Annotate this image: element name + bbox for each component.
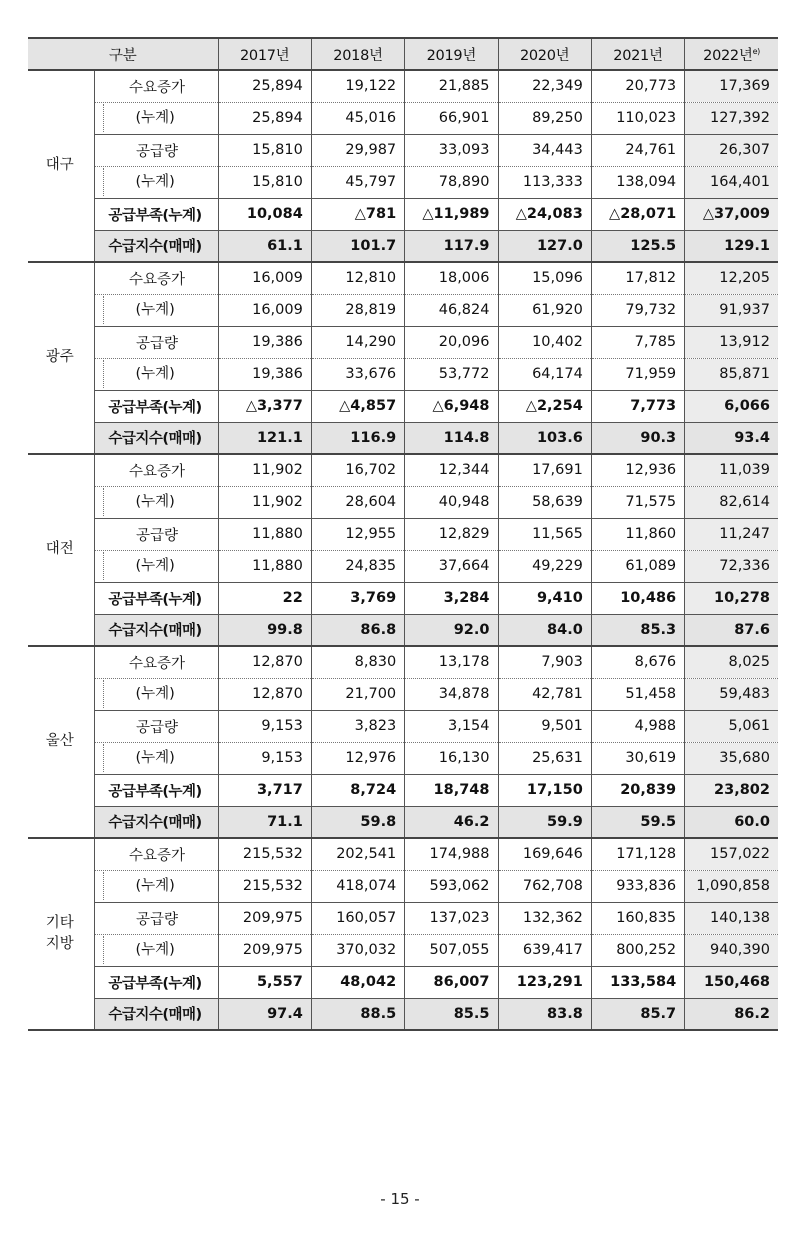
- table-cell: 71.1: [218, 806, 311, 838]
- row-label: [94, 230, 218, 262]
- table-cell: 5,061: [685, 710, 778, 742]
- table-cell: 71,959: [591, 358, 684, 390]
- table-cell: 3,769: [311, 582, 404, 614]
- table-cell: 209,975: [218, 902, 311, 934]
- header-year: 2018년: [311, 38, 404, 70]
- row-label: [94, 358, 218, 390]
- table-row-demand: [28, 838, 778, 870]
- table-cell: 89,250: [498, 102, 591, 134]
- table-cell: 11,039: [685, 454, 778, 486]
- table-cell: 59,483: [685, 678, 778, 710]
- table-cell: 30,619: [591, 742, 684, 774]
- table-cell: 84.0: [498, 614, 591, 646]
- table-cell: 40,948: [405, 486, 498, 518]
- table-cell: 11,565: [498, 518, 591, 550]
- page-number: - 15 -: [380, 1190, 420, 1208]
- row-label: [94, 998, 218, 1030]
- row-label-text: 공급부족(누계): [108, 783, 202, 800]
- table-cell: 215,532: [218, 838, 311, 870]
- region-name: 광주: [28, 262, 94, 454]
- table-row-demand-cum: [28, 486, 778, 518]
- table-cell: 25,894: [218, 70, 311, 102]
- table-cell: △781: [311, 198, 404, 230]
- table-row-supply-cum: [28, 934, 778, 966]
- table-cell: 125.5: [591, 230, 684, 262]
- row-label-text: 공급량: [135, 335, 179, 352]
- table-cell: 10,486: [591, 582, 684, 614]
- table-cell: 17,369: [685, 70, 778, 102]
- table-cell: 762,708: [498, 870, 591, 902]
- table-row-shortage: [28, 966, 778, 998]
- table-cell: 9,410: [498, 582, 591, 614]
- table-cell: 1,090,858: [685, 870, 778, 902]
- table-cell: 29,987: [311, 134, 404, 166]
- table-cell: 160,835: [591, 902, 684, 934]
- table-cell: 8,025: [685, 646, 778, 678]
- table-cell: 17,812: [591, 262, 684, 294]
- table-cell: 15,810: [218, 166, 311, 198]
- table-cell: 8,724: [311, 774, 404, 806]
- row-label: [94, 806, 218, 838]
- row-label: [94, 102, 218, 134]
- table-cell: 16,702: [311, 454, 404, 486]
- row-label-text: 수요증가: [128, 79, 186, 96]
- table-cell: 117.9: [405, 230, 498, 262]
- table-cell: 15,810: [218, 134, 311, 166]
- table-row-index: [28, 230, 778, 262]
- table-cell: 114.8: [405, 422, 498, 454]
- table-cell: 10,084: [218, 198, 311, 230]
- region-name: 기타 지방: [28, 838, 94, 1030]
- row-label-text: 공급부족(누계): [108, 399, 202, 416]
- table-cell: 127,392: [685, 102, 778, 134]
- table-cell: 42,781: [498, 678, 591, 710]
- row-label: [94, 486, 218, 518]
- table-cell: △4,857: [311, 390, 404, 422]
- table-cell: 11,902: [218, 486, 311, 518]
- row-label: [94, 198, 218, 230]
- table-cell: 46.2: [405, 806, 498, 838]
- row-label-text: (누계): [103, 168, 175, 196]
- table-cell: 79,732: [591, 294, 684, 326]
- table-cell: 3,717: [218, 774, 311, 806]
- table-cell: 174,988: [405, 838, 498, 870]
- row-label: [94, 262, 218, 294]
- table-row-shortage: [28, 582, 778, 614]
- row-label: [94, 294, 218, 326]
- row-label-text: 수요증가: [128, 463, 186, 480]
- table-cell: 8,676: [591, 646, 684, 678]
- table-cell: 16,009: [218, 262, 311, 294]
- table-cell: 51,458: [591, 678, 684, 710]
- row-label-text: 공급량: [135, 143, 179, 160]
- table-row-demand-cum: [28, 870, 778, 902]
- estimate-marker: e): [752, 46, 761, 56]
- table-cell: 6,066: [685, 390, 778, 422]
- row-label-text: 수급지수(매매): [108, 623, 202, 640]
- table-cell: 58,639: [498, 486, 591, 518]
- table-cell: 85.5: [405, 998, 498, 1030]
- row-label-text: 공급부족(누계): [108, 207, 202, 224]
- table-cell: 12,936: [591, 454, 684, 486]
- row-label: [94, 710, 218, 742]
- table-cell: 121.1: [218, 422, 311, 454]
- table-cell: 140,138: [685, 902, 778, 934]
- table-row-supply-cum: [28, 742, 778, 774]
- table-row-supply-cum: [28, 358, 778, 390]
- table-cell: 7,903: [498, 646, 591, 678]
- table-cell: 123,291: [498, 966, 591, 998]
- table-cell: 101.7: [311, 230, 404, 262]
- row-label-text: 공급량: [135, 911, 179, 928]
- table-cell: 13,178: [405, 646, 498, 678]
- row-label-text: 수요증가: [128, 271, 186, 288]
- table-row-demand: [28, 70, 778, 102]
- table-cell: 24,835: [311, 550, 404, 582]
- table-cell: 8,830: [311, 646, 404, 678]
- row-label-text: 수급지수(매매): [108, 431, 202, 448]
- table-cell: 3,154: [405, 710, 498, 742]
- table-row-shortage: [28, 390, 778, 422]
- table-cell: △11,989: [405, 198, 498, 230]
- row-label-text: (누계): [103, 680, 175, 708]
- table-cell: 88.5: [311, 998, 404, 1030]
- table-cell: 86,007: [405, 966, 498, 998]
- table-cell: 639,417: [498, 934, 591, 966]
- table-row-index: [28, 998, 778, 1030]
- table-row-demand: [28, 646, 778, 678]
- table-cell: 26,307: [685, 134, 778, 166]
- row-label-text: (누계): [103, 936, 175, 964]
- table-cell: △24,083: [498, 198, 591, 230]
- table-cell: 22: [218, 582, 311, 614]
- table-cell: 85,871: [685, 358, 778, 390]
- row-label-text: (누계): [103, 360, 175, 388]
- table-cell: 11,880: [218, 518, 311, 550]
- table-cell: 61.1: [218, 230, 311, 262]
- table-cell: 71,575: [591, 486, 684, 518]
- table-cell: 35,680: [685, 742, 778, 774]
- row-label: [94, 70, 218, 102]
- table-cell: 25,631: [498, 742, 591, 774]
- table-cell: 7,785: [591, 326, 684, 358]
- table-cell: 12,829: [405, 518, 498, 550]
- table-cell: 12,955: [311, 518, 404, 550]
- header-category: 구분: [28, 38, 218, 70]
- table-cell: 92.0: [405, 614, 498, 646]
- table-cell: 150,468: [685, 966, 778, 998]
- table-cell: 34,878: [405, 678, 498, 710]
- table-row-demand-cum: [28, 102, 778, 134]
- table-cell: 10,402: [498, 326, 591, 358]
- row-label-text: (누계): [103, 488, 175, 516]
- table-cell: 99.8: [218, 614, 311, 646]
- table-cell: 4,988: [591, 710, 684, 742]
- row-label: [94, 166, 218, 198]
- row-label: [94, 646, 218, 678]
- header-year-label: 2022년: [703, 47, 753, 64]
- table-cell: 61,089: [591, 550, 684, 582]
- table-cell: 110,023: [591, 102, 684, 134]
- row-label: [94, 966, 218, 998]
- table-cell: 593,062: [405, 870, 498, 902]
- table-row-index: [28, 422, 778, 454]
- table-cell: 171,128: [591, 838, 684, 870]
- table-cell: 19,386: [218, 358, 311, 390]
- table-row-supply: [28, 518, 778, 550]
- table-cell: 83.8: [498, 998, 591, 1030]
- table-cell: 127.0: [498, 230, 591, 262]
- table-cell: 61,920: [498, 294, 591, 326]
- table-row-demand: [28, 454, 778, 486]
- row-label-text: 공급량: [135, 719, 179, 736]
- table-cell: 86.8: [311, 614, 404, 646]
- table-cell: 7,773: [591, 390, 684, 422]
- table-cell: 20,773: [591, 70, 684, 102]
- table-cell: 20,839: [591, 774, 684, 806]
- row-label-text: 수급지수(매매): [108, 1007, 202, 1024]
- table-cell: 93.4: [685, 422, 778, 454]
- table-cell: △3,377: [218, 390, 311, 422]
- table-cell: 34,443: [498, 134, 591, 166]
- row-label: [94, 678, 218, 710]
- table-cell: 86.2: [685, 998, 778, 1030]
- table-row-supply: [28, 326, 778, 358]
- table-cell: 12,870: [218, 646, 311, 678]
- table-row-shortage: [28, 774, 778, 806]
- table-cell: 82,614: [685, 486, 778, 518]
- table-cell: 49,229: [498, 550, 591, 582]
- table-cell: 20,096: [405, 326, 498, 358]
- table-cell: 133,584: [591, 966, 684, 998]
- table-cell: 9,153: [218, 742, 311, 774]
- table-cell: 160,057: [311, 902, 404, 934]
- table-cell: 22,349: [498, 70, 591, 102]
- table-cell: 800,252: [591, 934, 684, 966]
- table-row-supply: [28, 710, 778, 742]
- table-cell: △37,009: [685, 198, 778, 230]
- table-cell: 11,247: [685, 518, 778, 550]
- row-label-text: (누계): [103, 552, 175, 580]
- table-cell: 97.4: [218, 998, 311, 1030]
- table-cell: △6,948: [405, 390, 498, 422]
- table-cell: 370,032: [311, 934, 404, 966]
- supply-demand-table: [28, 37, 778, 1031]
- row-label: [94, 582, 218, 614]
- table-cell: 132,362: [498, 902, 591, 934]
- table-cell: 85.3: [591, 614, 684, 646]
- table-cell: 45,797: [311, 166, 404, 198]
- table-cell: 507,055: [405, 934, 498, 966]
- table-cell: 157,022: [685, 838, 778, 870]
- row-label: [94, 134, 218, 166]
- table-cell: 16,130: [405, 742, 498, 774]
- table-cell: 11,880: [218, 550, 311, 582]
- table-cell: 48,042: [311, 966, 404, 998]
- row-label: [94, 550, 218, 582]
- table-cell: 64,174: [498, 358, 591, 390]
- table-cell: 12,976: [311, 742, 404, 774]
- header-year-estimate: [685, 38, 778, 70]
- table-cell: 24,761: [591, 134, 684, 166]
- table-cell: 17,150: [498, 774, 591, 806]
- row-label-text: 수급지수(매매): [108, 815, 202, 832]
- row-label: [94, 614, 218, 646]
- table-cell: 129.1: [685, 230, 778, 262]
- row-label-text: 수요증가: [128, 847, 186, 864]
- table-row-demand-cum: [28, 678, 778, 710]
- row-label-text: 수급지수(매매): [108, 239, 202, 256]
- header-year: 2020년: [498, 38, 591, 70]
- table-cell: 209,975: [218, 934, 311, 966]
- table-cell: 5,557: [218, 966, 311, 998]
- table-cell: 164,401: [685, 166, 778, 198]
- row-label-text: (누계): [103, 104, 175, 132]
- table-cell: 418,074: [311, 870, 404, 902]
- table-cell: 46,824: [405, 294, 498, 326]
- table-cell: △2,254: [498, 390, 591, 422]
- table-cell: 116.9: [311, 422, 404, 454]
- region-name: 대구: [28, 70, 94, 262]
- region-name: 울산: [28, 646, 94, 838]
- row-label-text: (누계): [103, 872, 175, 900]
- table-cell: 16,009: [218, 294, 311, 326]
- table-cell: 66,901: [405, 102, 498, 134]
- table-cell: 45,016: [311, 102, 404, 134]
- row-label-text: 수요증가: [128, 655, 186, 672]
- table-cell: 19,122: [311, 70, 404, 102]
- table-cell: 18,748: [405, 774, 498, 806]
- row-label-text: 공급부족(누계): [108, 591, 202, 608]
- table-header-row: [28, 38, 778, 70]
- header-year: 2017년: [218, 38, 311, 70]
- table-cell: 9,153: [218, 710, 311, 742]
- row-label: [94, 902, 218, 934]
- row-label: [94, 390, 218, 422]
- table-cell: 91,937: [685, 294, 778, 326]
- row-label: [94, 838, 218, 870]
- table-cell: 33,676: [311, 358, 404, 390]
- row-label: [94, 774, 218, 806]
- table-cell: 12,205: [685, 262, 778, 294]
- table-cell: 23,802: [685, 774, 778, 806]
- row-label: [94, 870, 218, 902]
- table-cell: 3,284: [405, 582, 498, 614]
- table-cell: 28,819: [311, 294, 404, 326]
- row-label: [94, 326, 218, 358]
- table-cell: 940,390: [685, 934, 778, 966]
- row-label-text: 공급량: [135, 527, 179, 544]
- table-cell: 53,772: [405, 358, 498, 390]
- table-cell: 85.7: [591, 998, 684, 1030]
- table-cell: 21,885: [405, 70, 498, 102]
- table-row-supply-cum: [28, 166, 778, 198]
- table-cell: 14,290: [311, 326, 404, 358]
- row-label-text: (누계): [103, 296, 175, 324]
- table-row-supply-cum: [28, 550, 778, 582]
- row-label: [94, 934, 218, 966]
- table-cell: 18,006: [405, 262, 498, 294]
- row-label: [94, 422, 218, 454]
- table-cell: 25,894: [218, 102, 311, 134]
- table-cell: 137,023: [405, 902, 498, 934]
- table-cell: 90.3: [591, 422, 684, 454]
- table-cell: 59.8: [311, 806, 404, 838]
- table-cell: 169,646: [498, 838, 591, 870]
- table-cell: 13,912: [685, 326, 778, 358]
- table-cell: 72,336: [685, 550, 778, 582]
- table-cell: 11,860: [591, 518, 684, 550]
- table-cell: 215,532: [218, 870, 311, 902]
- table-row-index: [28, 806, 778, 838]
- table-cell: 60.0: [685, 806, 778, 838]
- table-row-index: [28, 614, 778, 646]
- table-cell: △28,071: [591, 198, 684, 230]
- header-year: 2021년: [591, 38, 684, 70]
- row-label: [94, 742, 218, 774]
- table-cell: 21,700: [311, 678, 404, 710]
- table-cell: 12,344: [405, 454, 498, 486]
- table-cell: 103.6: [498, 422, 591, 454]
- table-cell: 11,902: [218, 454, 311, 486]
- row-label: [94, 518, 218, 550]
- table-cell: 28,604: [311, 486, 404, 518]
- table-cell: 37,664: [405, 550, 498, 582]
- table-cell: 10,278: [685, 582, 778, 614]
- table-cell: 59.9: [498, 806, 591, 838]
- table-row-shortage: [28, 198, 778, 230]
- table-cell: 33,093: [405, 134, 498, 166]
- table-cell: 138,094: [591, 166, 684, 198]
- table-cell: 9,501: [498, 710, 591, 742]
- table-cell: 113,333: [498, 166, 591, 198]
- table-row-demand-cum: [28, 294, 778, 326]
- table-cell: 87.6: [685, 614, 778, 646]
- table-cell: 15,096: [498, 262, 591, 294]
- table-cell: 12,870: [218, 678, 311, 710]
- table-cell: 17,691: [498, 454, 591, 486]
- table-row-demand: [28, 262, 778, 294]
- table-cell: 78,890: [405, 166, 498, 198]
- table-cell: 933,836: [591, 870, 684, 902]
- table-cell: 3,823: [311, 710, 404, 742]
- table-body: [28, 70, 778, 1030]
- region-name: 대전: [28, 454, 94, 646]
- table-cell: 12,810: [311, 262, 404, 294]
- table-cell: 19,386: [218, 326, 311, 358]
- row-label-text: 공급부족(누계): [108, 975, 202, 992]
- header-year: 2019년: [405, 38, 498, 70]
- table-row-supply: [28, 902, 778, 934]
- row-label: [94, 454, 218, 486]
- row-label-text: (누계): [103, 744, 175, 772]
- table-cell: 202,541: [311, 838, 404, 870]
- table-row-supply: [28, 134, 778, 166]
- table-cell: 59.5: [591, 806, 684, 838]
